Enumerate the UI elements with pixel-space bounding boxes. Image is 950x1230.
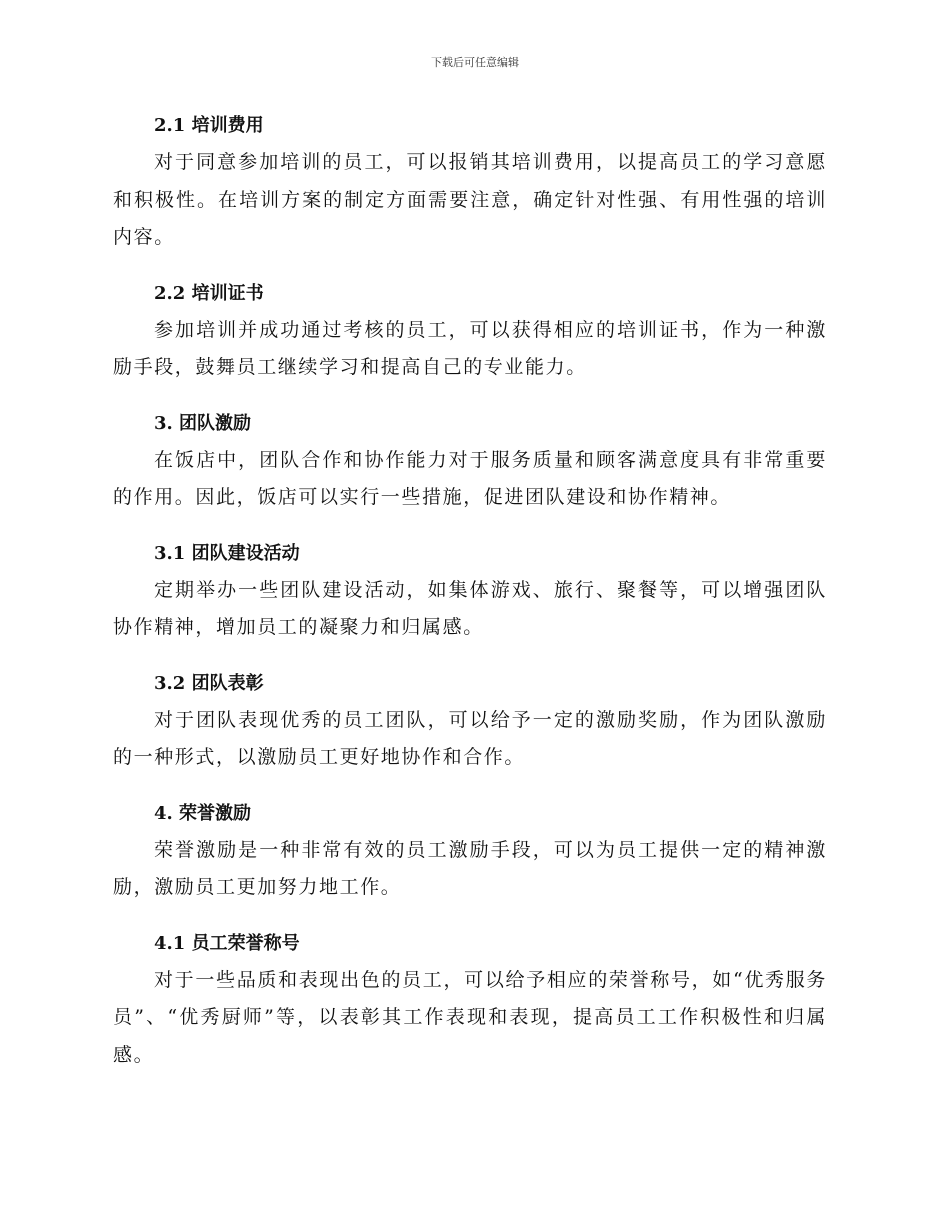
section-heading: 2.2 培训证书	[154, 282, 264, 304]
section-paragraph: 对于同意参加培训的员工，可以报销其培训费用，以提高员工的学习意愿和积极性。在培训方案的制定方面需要注意，确定针对性强、有用性强的培训内容。	[113, 151, 827, 248]
section-2-1	[113, 108, 827, 257]
document-body	[113, 108, 827, 1093]
section-3-2	[113, 666, 827, 777]
section-heading: 4. 荣誉激励	[154, 802, 252, 824]
section-heading: 3.2 团队表彰	[154, 672, 264, 694]
section-heading: 3. 团队激励	[154, 412, 252, 434]
section-paragraph: 参加培训并成功通过考核的员工，可以获得相应的培训证书，作为一种激励手段，鼓舞员工继续学习和提高自己的专业能力。	[113, 318, 827, 378]
section-paragraph: 在饭店中，团队合作和协作能力对于服务质量和顾客满意度具有非常重要的作用。因此，饭店可以实行一些措施，促进团队建设和协作精神。	[113, 448, 827, 508]
section-3	[113, 406, 827, 517]
section-heading: 4.1 员工荣誉称号	[154, 932, 300, 954]
section-paragraph: 对于团队表现优秀的员工团队，可以给予一定的激励奖励，作为团队激励的一种形式，以激励员工更好地协作和合作。	[113, 708, 827, 768]
section-4-1	[113, 926, 827, 1075]
section-paragraph: 定期举办一些团队建设活动，如集体游戏、旅行、聚餐等，可以增强团队协作精神，增加员工的凝聚力和归属感。	[113, 578, 827, 638]
section-4	[113, 796, 827, 907]
section-heading: 3.1 团队建设活动	[154, 542, 300, 564]
section-2-2	[113, 276, 827, 387]
section-paragraph: 荣誉激励是一种非常有效的员工激励手段，可以为员工提供一定的精神激励，激励员工更加努力地工作。	[113, 838, 827, 898]
section-heading: 2.1 培训费用	[154, 115, 264, 136]
section-paragraph: 对于一些品质和表现出色的员工，可以给予相应的荣誉称号，如“优秀服务员”、“优秀厨师”等，以表彰其工作表现和表现，提高员工工作积极性和归属感。	[113, 968, 827, 1066]
section-3-1	[113, 536, 827, 647]
page-header: 下载后可任意编辑	[431, 56, 519, 69]
